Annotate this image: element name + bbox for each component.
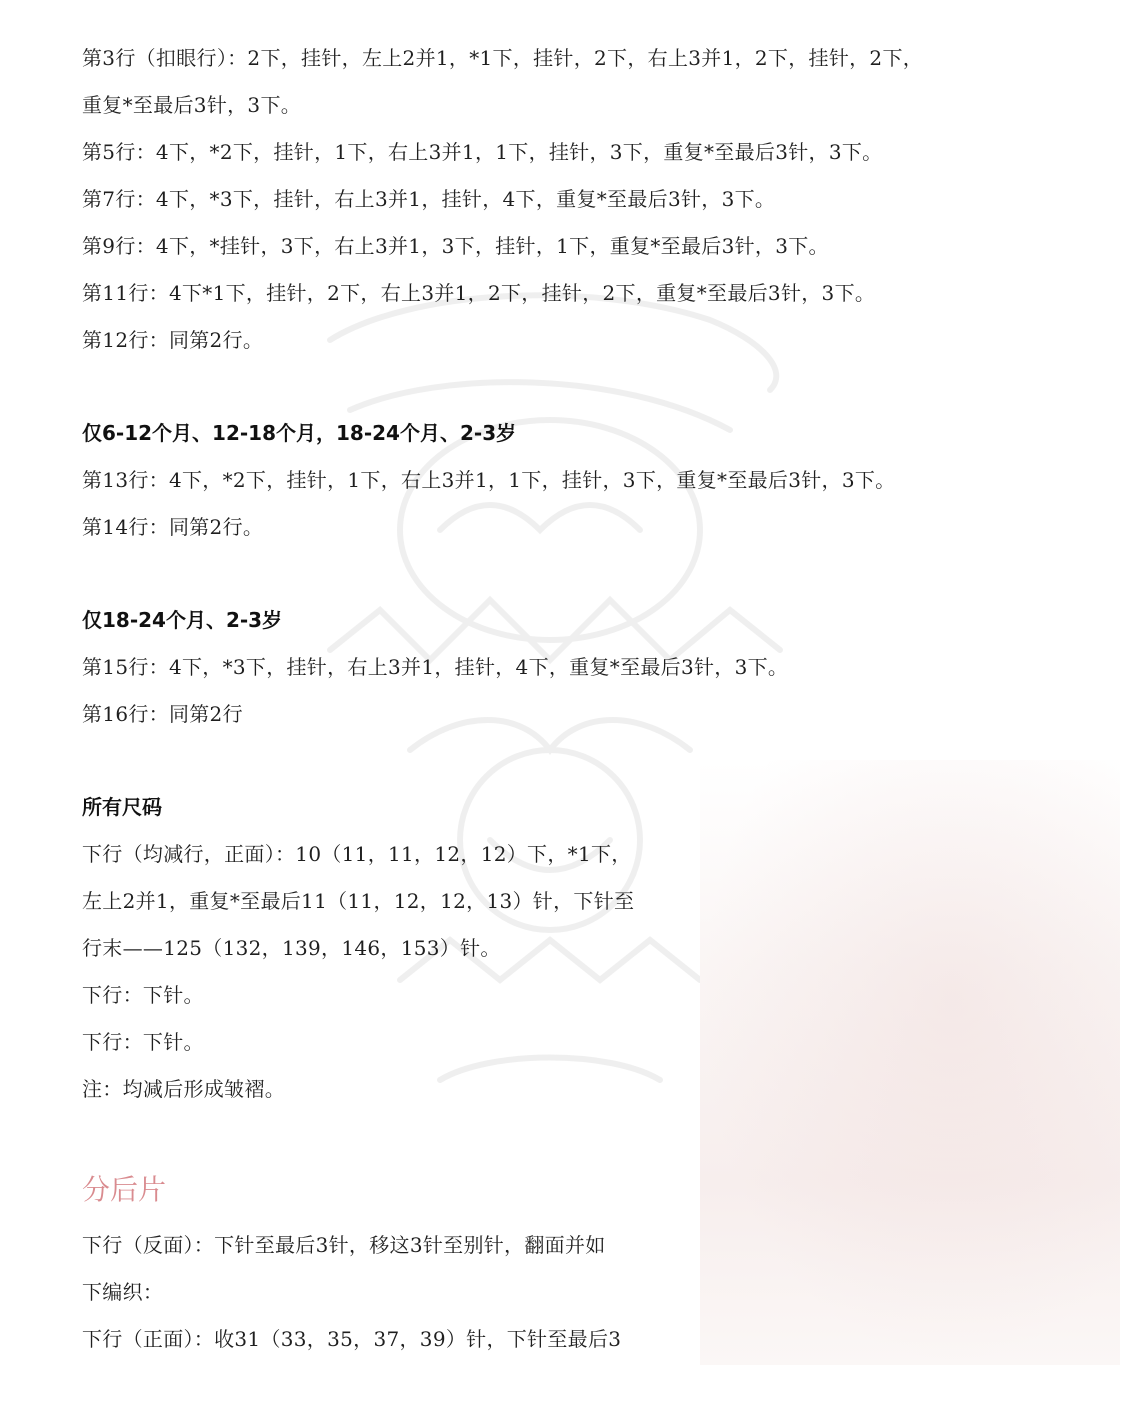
back-piece-line-2: 下编织：: [82, 1280, 164, 1304]
size-heading-18-24-months: 仅18-24个月、2-3岁: [82, 608, 283, 632]
size-heading-all-sizes: 所有尺码: [82, 795, 162, 819]
row-12: 第12行：同第2行。: [82, 328, 264, 352]
back-piece-line-1: 下行（反面）：下针至最后3针，移这3针至别针，翻面并如: [82, 1233, 606, 1257]
row-9: 第9行：4下，*挂针，3下，右上3并1，3下，挂针，1下，重复*至最后3针，3下。: [82, 234, 829, 258]
knit-row-1: 下行：下针。: [82, 983, 204, 1007]
decrease-row-line-2: 左上2并1，重复*至最后11（11，12，12，13）针，下针至: [82, 889, 635, 913]
knit-row-2: 下行：下针。: [82, 1030, 204, 1054]
row-13: 第13行：4下，*2下，挂针，1下，右上3并1，1下，挂针，3下，重复*至最后3针，3下。: [82, 468, 896, 492]
row-3-line-1: 第3行（扣眼行）：2下，挂针，左上2并1，*1下，挂针，2下，右上3并1，2下，挂针，2下，: [82, 46, 924, 70]
row-11: 第11行：4下*1下，挂针，2下，右上3并1，2下，挂针，2下，重复*至最后3针，3下。: [82, 281, 876, 305]
back-piece-line-3: 下行（正面）：收31（33，35，37，39）针，下针至最后3: [82, 1327, 622, 1351]
row-16: 第16行：同第2行: [82, 702, 243, 726]
decrease-row-line-3: 行末——125（132，139，146，153）针。: [82, 936, 501, 960]
row-5: 第5行：4下，*2下，挂针，1下，右上3并1，1下，挂针，3下，重复*至最后3针，3下。: [82, 140, 883, 164]
photo-fragment: [700, 760, 1120, 1365]
row-15: 第15行：4下，*3下，挂针，右上3并1，挂针，4下，重复*至最后3针，3下。: [82, 655, 789, 679]
section-title-back-piece: 分后片: [82, 1173, 167, 1206]
ruffle-note: 注：均减后形成皱褶。: [82, 1077, 285, 1101]
size-heading-6-12-months: 仅6-12个月、12-18个月，18-24个月、2-3岁: [82, 421, 517, 445]
row-3-line-2: 重复*至最后3针，3下。: [82, 93, 302, 117]
decrease-row-line-1: 下行（均减行，正面）：10（11，11，12，12）下，*1下，: [82, 842, 632, 866]
row-14: 第14行：同第2行。: [82, 515, 264, 539]
row-7: 第7行：4下，*3下，挂针，右上3并1，挂针，4下，重复*至最后3针，3下。: [82, 187, 776, 211]
